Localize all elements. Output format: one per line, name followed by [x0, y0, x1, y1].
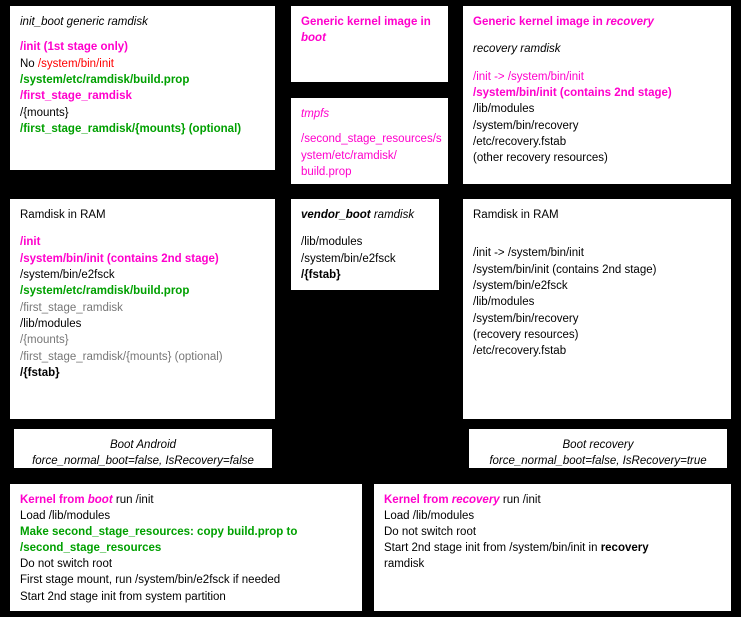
box-kernel-from-boot: [10, 484, 362, 611]
ramdisk-left-line-2: /system/bin/init (contains 2nd stage): [20, 252, 219, 265]
ramdisk-left-line-8: /first_stage_ramdisk/{mounts} (optional): [20, 350, 223, 363]
ramdisk-right-title: Ramdisk in RAM: [473, 209, 559, 221]
vendor-boot-title-b: ramdisk: [373, 209, 415, 221]
boot-android-line-1: Boot Android: [109, 439, 177, 451]
box-generic-kernel-image-recovery: [463, 6, 731, 184]
boot-android-line-2: force_normal_boot=false, IsRecovery=false: [32, 455, 254, 468]
init-boot-line-4: /first_stage_ramdisk: [20, 90, 132, 103]
boot-recovery-line-1: Boot recovery: [562, 439, 634, 451]
box-boot-android: [14, 429, 272, 468]
ramdisk-left-line-3: /system/bin/e2fsck: [20, 268, 115, 281]
ramdisk-left-spacer: [20, 223, 265, 234]
generic-boot-title-a: Generic kernel image in: [301, 16, 431, 28]
ramdisk-left-line-6: /lib/modules: [20, 317, 82, 330]
kernel-boot-line-6: Start 2nd stage init from system partition: [20, 590, 226, 603]
kernel-boot-title-c: run /init: [115, 494, 154, 506]
ramdisk-left-line-7: /{mounts}: [20, 334, 69, 347]
init-boot-line-2-path: /system/bin/init: [37, 57, 114, 70]
ramdisk-left-line-5: /first_stage_ramdisk: [20, 301, 123, 314]
init-boot-line-5: /{mounts}: [20, 106, 69, 119]
ramdisk-right-line-3: /system/bin/e2fsck: [473, 279, 568, 292]
tmpfs-line-3: build.prop: [301, 165, 352, 178]
box-vendor-boot-ramdisk: [291, 199, 439, 290]
ramdisk-right-line-1: /init -> /system/bin/init: [473, 247, 584, 260]
kernel-recovery-title-b: recovery: [451, 494, 500, 506]
generic-boot-title-b: boot: [301, 32, 326, 45]
ramdisk-right-line-2: /system/bin/init (contains 2nd stage): [473, 263, 657, 276]
ramdisk-right-line-4: /lib/modules: [473, 296, 535, 309]
kernel-recovery-line-3: [384, 540, 721, 556]
generic-recovery-line-4: /system/bin/recovery: [473, 119, 579, 132]
vendor-boot-spacer: [301, 223, 429, 234]
ramdisk-right-line-5: /system/bin/recovery: [473, 312, 579, 325]
kernel-boot-title-b: boot: [87, 494, 113, 506]
ramdisk-right-line-6: (recovery resources): [473, 328, 579, 341]
kernel-boot-title-a: Kernel from: [20, 494, 85, 506]
kernel-boot-line-4: Do not switch root: [20, 558, 113, 571]
init-boot-line-6: /first_stage_ramdisk/{mounts} (optional): [20, 122, 242, 135]
generic-recovery-line-3: /lib/modules: [473, 103, 535, 116]
vendor-boot-line-3: /{fstab}: [301, 268, 341, 281]
tmpfs-title: tmpfs: [301, 108, 330, 120]
kernel-recovery-line-4: ramdisk: [384, 558, 425, 571]
tmpfs-line-1: /second_stage_resources/s: [301, 133, 442, 146]
vendor-boot-line-1: /lib/modules: [301, 236, 363, 249]
vendor-boot-title: [301, 207, 429, 223]
generic-recovery-title-a: Generic kernel image in: [473, 16, 603, 28]
ramdisk-left-title: Ramdisk in RAM: [20, 209, 106, 221]
kernel-boot-title: [20, 492, 352, 508]
ramdisk-right-spacer: [473, 223, 721, 234]
tmpfs-line-2: ystem/etc/ramdisk/: [301, 149, 397, 162]
generic-recovery-spacer: [473, 30, 721, 41]
ramdisk-right-line-7: /etc/recovery.fstab: [473, 345, 567, 358]
box-generic-kernel-image-boot: [291, 6, 448, 82]
ramdisk-left-line-4: /system/etc/ramdisk/build.prop: [20, 285, 190, 298]
generic-recovery-line-6: (other recovery resources): [473, 152, 608, 165]
init-boot-line-3: /system/etc/ramdisk/build.prop: [20, 73, 190, 86]
boot-recovery-line-2: force_normal_boot=false, IsRecovery=true: [489, 455, 707, 468]
box-kernel-from-recovery: [374, 484, 731, 611]
generic-boot-title: [301, 14, 438, 47]
box-init-boot-generic-ramdisk: [10, 6, 275, 170]
kernel-recovery-title-c: run /init: [502, 494, 541, 506]
ramdisk-left-line-1: /init: [20, 236, 41, 249]
kernel-recovery-line-1: Load /lib/modules: [384, 510, 475, 523]
box-ramdisk-in-ram-left: [10, 199, 275, 419]
generic-recovery-line-2: /system/bin/init (contains 2nd stage): [473, 86, 672, 99]
vendor-boot-title-a: vendor_boot: [301, 209, 371, 221]
generic-recovery-line-5: /etc/recovery.fstab: [473, 135, 567, 148]
box-ramdisk-in-ram-right: [463, 199, 731, 419]
kernel-boot-line-5: First stage mount, run /system/bin/e2fsck if needed: [20, 574, 281, 587]
generic-recovery-title-b: recovery: [605, 16, 654, 28]
kernel-boot-line-1: Load /lib/modules: [20, 510, 111, 523]
box-boot-recovery: [469, 429, 727, 468]
kernel-boot-line-3: /second_stage_resources: [20, 542, 162, 555]
generic-recovery-title: [473, 14, 721, 30]
kernel-recovery-line-3-text: Start 2nd stage init from /system/bin/init in: [384, 542, 598, 555]
ramdisk-right-spacer-2: [473, 234, 721, 245]
generic-recovery-subtitle: recovery ramdisk: [473, 43, 561, 56]
generic-recovery-spacer-2: [473, 58, 721, 69]
kernel-recovery-line-2: Do not switch root: [384, 526, 477, 539]
ramdisk-left-line-9: /{fstab}: [20, 366, 60, 379]
init-boot-line-1: /init (1st stage only): [20, 41, 128, 54]
kernel-recovery-title-a: Kernel from: [384, 494, 449, 506]
generic-recovery-line-1: /init -> /system/bin/init: [473, 70, 584, 83]
kernel-recovery-line-3-emphasis: recovery: [600, 542, 649, 555]
box-tmpfs: [291, 98, 448, 184]
init-boot-line-2-prefix: No: [20, 57, 38, 70]
vendor-boot-line-2: /system/bin/e2fsck: [301, 252, 396, 265]
kernel-boot-line-2: Make second_stage_resources: copy build.prop to: [20, 526, 298, 539]
kernel-recovery-title: [384, 492, 721, 508]
init-boot-title: init_boot generic ramdisk: [20, 16, 148, 28]
